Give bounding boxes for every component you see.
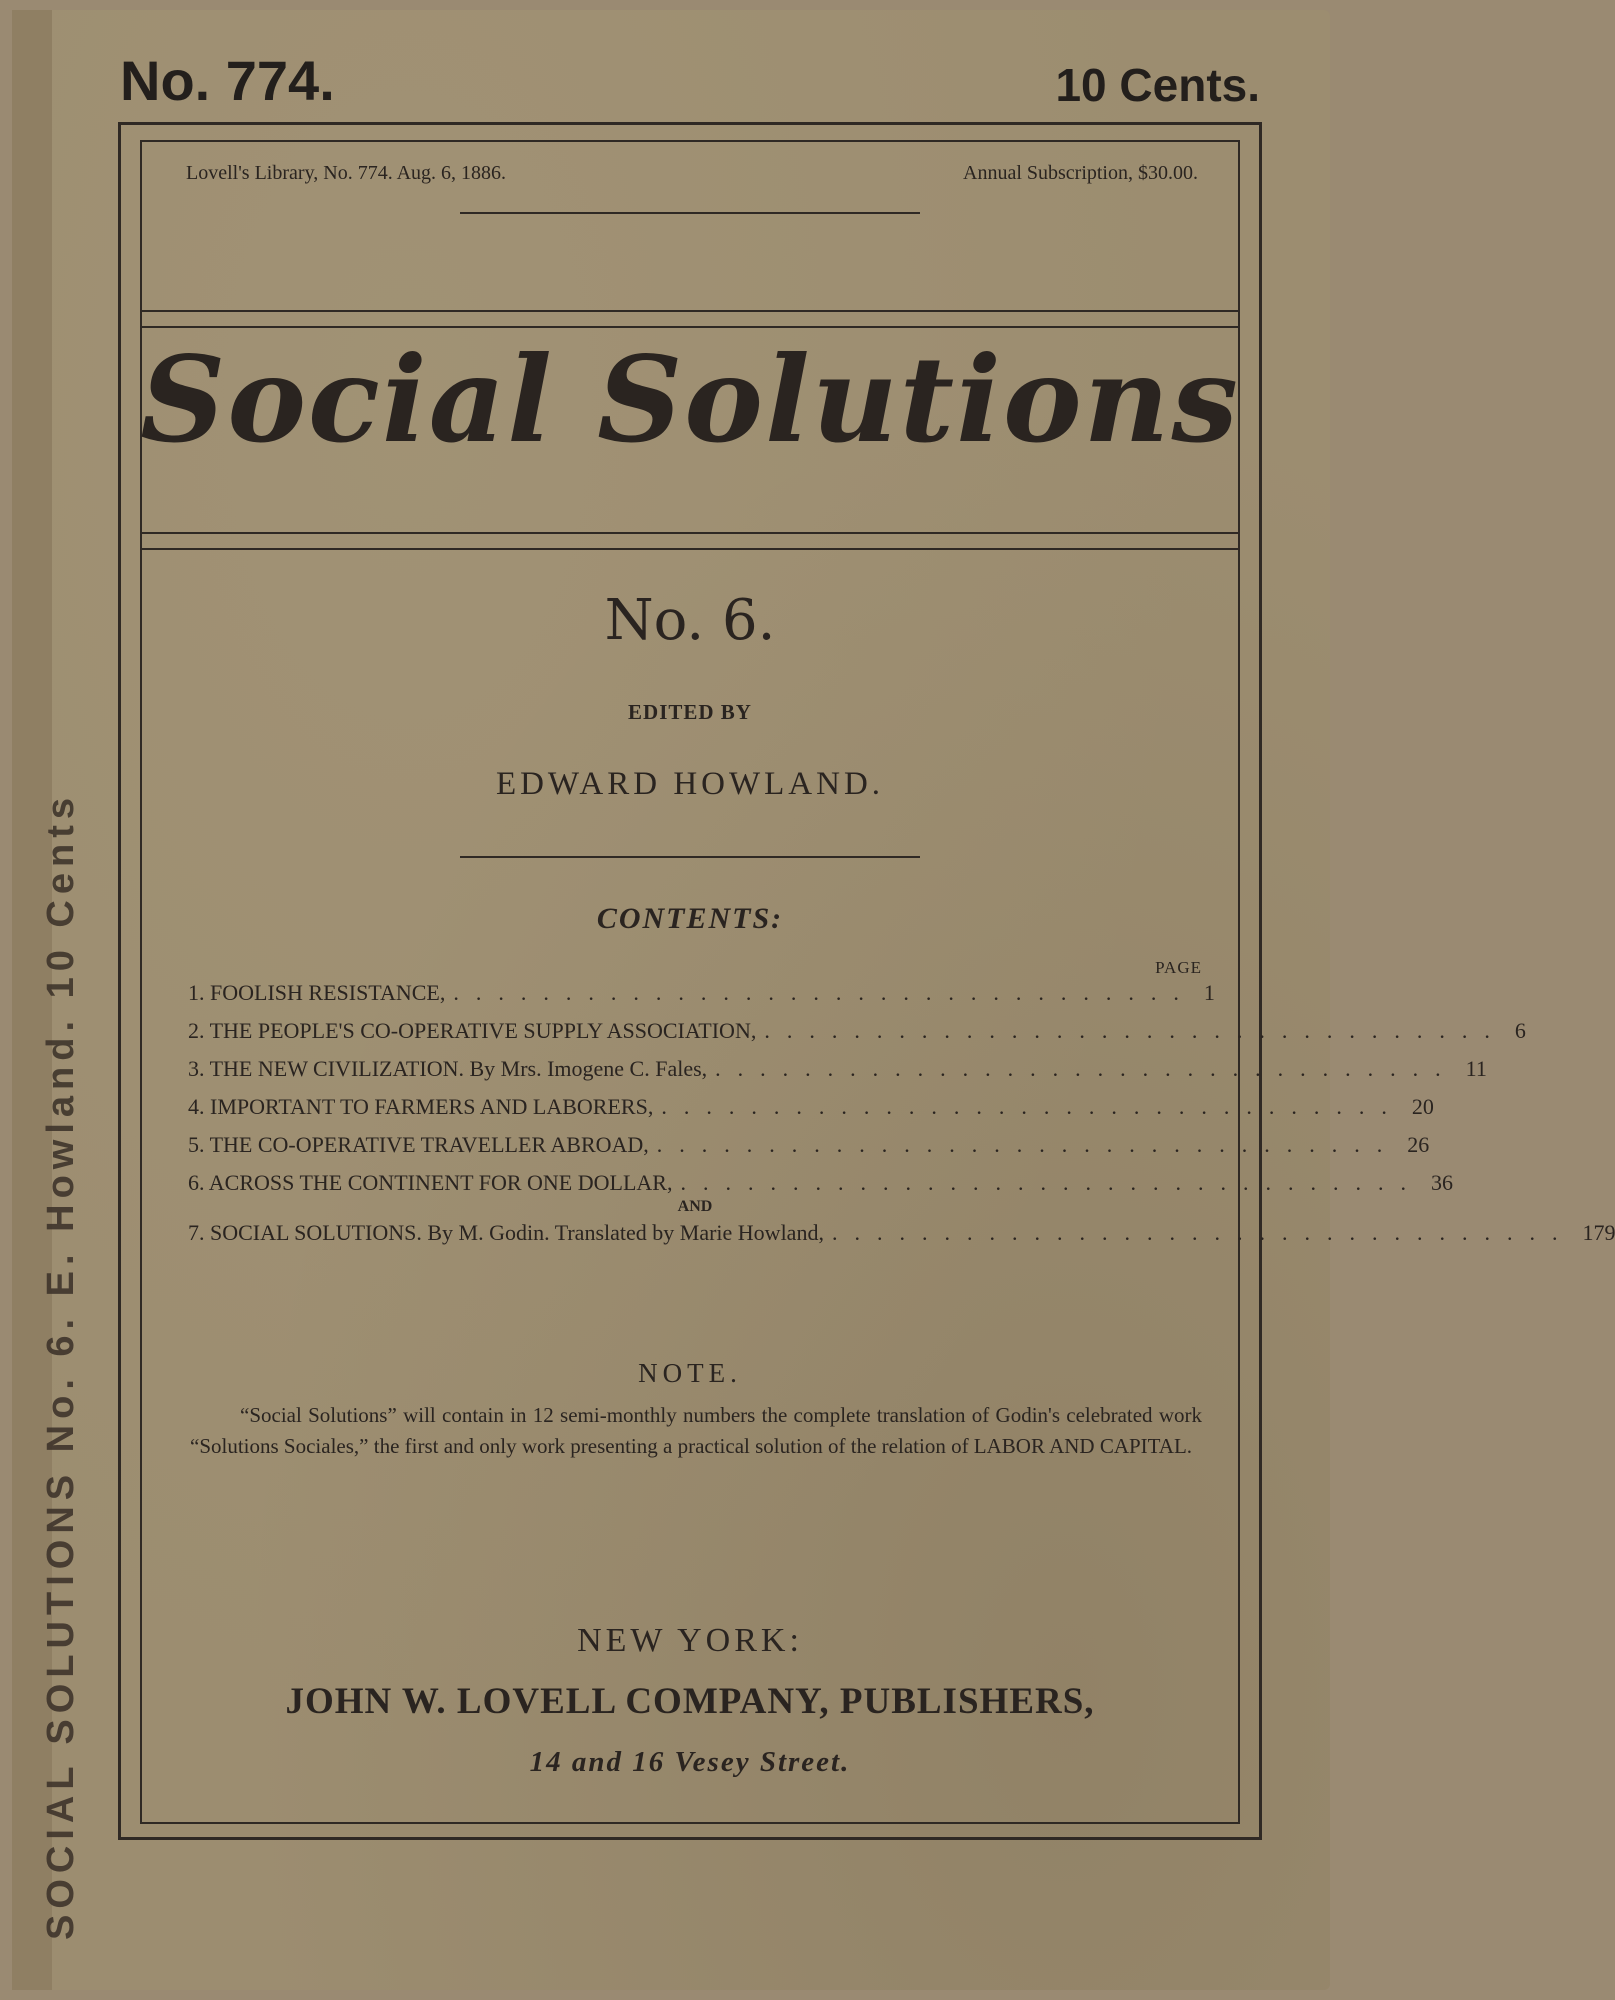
contents-and: AND	[677, 1198, 713, 1215]
page-title: Social Solutions	[140, 330, 1240, 469]
toc-page: 179	[1582, 1220, 1615, 1245]
publisher-address: 14 and 16 Vesey Street.	[529, 1746, 851, 1778]
toc-title: 4. IMPORTANT TO FARMERS AND LABORERS,	[188, 1094, 654, 1119]
toc-page: 1	[1203, 980, 1215, 1005]
list-item	[188, 1170, 1453, 1198]
spine-text: SOCIAL SOLUTIONS No. 6. E. Howland. 10 Cents	[40, 792, 82, 1940]
toc-title: 3. THE NEW CIVILIZATION. By Mrs. Imogene C. Fales,	[188, 1056, 708, 1081]
price-top: 10 Cents.	[1055, 59, 1260, 111]
note-heading: NOTE.	[638, 1358, 742, 1388]
subscription-header: Annual Subscription, $30.00.	[963, 162, 1198, 184]
edited-by-label: EDITED BY	[628, 700, 752, 724]
divider	[460, 856, 920, 858]
list-item	[188, 1132, 1430, 1170]
leader-dots: .................................	[661, 1094, 1404, 1119]
toc-title: 5. THE CO-OPERATIVE TRAVELLER ABROAD,	[188, 1132, 649, 1157]
toc-page: 20	[1411, 1094, 1434, 1119]
leader-dots: .................................	[715, 1056, 1458, 1081]
divider	[140, 326, 1240, 328]
issue-number: No. 6.	[604, 588, 776, 653]
toc-page: 11	[1465, 1056, 1487, 1081]
leader-dots: .................................	[831, 1220, 1575, 1245]
toc-title: 6. ACROSS THE CONTINENT FOR ONE DOLLAR,	[188, 1170, 673, 1195]
divider	[460, 212, 920, 214]
divider	[140, 532, 1240, 534]
publisher-city: NEW YORK:	[577, 1622, 803, 1659]
table-of-contents	[188, 980, 1615, 1258]
toc-title: 2. THE PEOPLE'S CO-OPERATIVE SUPPLY ASSOCIATION,	[188, 1018, 757, 1043]
publisher-name: JOHN W. LOVELL COMPANY, PUBLISHERS,	[285, 1681, 1095, 1722]
leader-dots: .................................	[656, 1132, 1400, 1157]
divider	[140, 310, 1240, 312]
contents-heading: CONTENTS:	[596, 902, 784, 935]
toc-page: 6	[1514, 1018, 1526, 1043]
list-item	[188, 1056, 1487, 1094]
issue-number-top: No. 774.	[120, 49, 335, 112]
list-item	[188, 1094, 1434, 1132]
leader-dots: .................................	[453, 980, 1196, 1005]
toc-title: 7. SOCIAL SOLUTIONS. By M. Godin. Translated by Marie Howland,	[188, 1220, 824, 1245]
page-column-label: PAGE	[1155, 958, 1202, 977]
divider	[140, 548, 1240, 550]
editor-name: EDWARD HOWLAND.	[495, 766, 885, 802]
list-item	[188, 1018, 1526, 1056]
toc-page: 36	[1430, 1170, 1453, 1195]
toc-page: 26	[1407, 1132, 1430, 1157]
library-header: Lovell's Library, No. 774. Aug. 6, 1886.	[186, 162, 507, 184]
list-item	[188, 980, 1215, 1018]
leader-dots: .................................	[680, 1170, 1423, 1195]
note-body: “Social Solutions” will contain in 12 semi-monthly numbers the complete translation of Godin's celebrated work “Solutions Sociales,” the first and only work presenting a practical solution of the relation of LABOR AND CAPITAL.	[190, 1403, 1202, 1458]
leader-dots: .................................	[764, 1018, 1507, 1043]
list-item	[188, 1220, 1615, 1258]
toc-title: 1. FOOLISH RESISTANCE,	[188, 980, 446, 1005]
